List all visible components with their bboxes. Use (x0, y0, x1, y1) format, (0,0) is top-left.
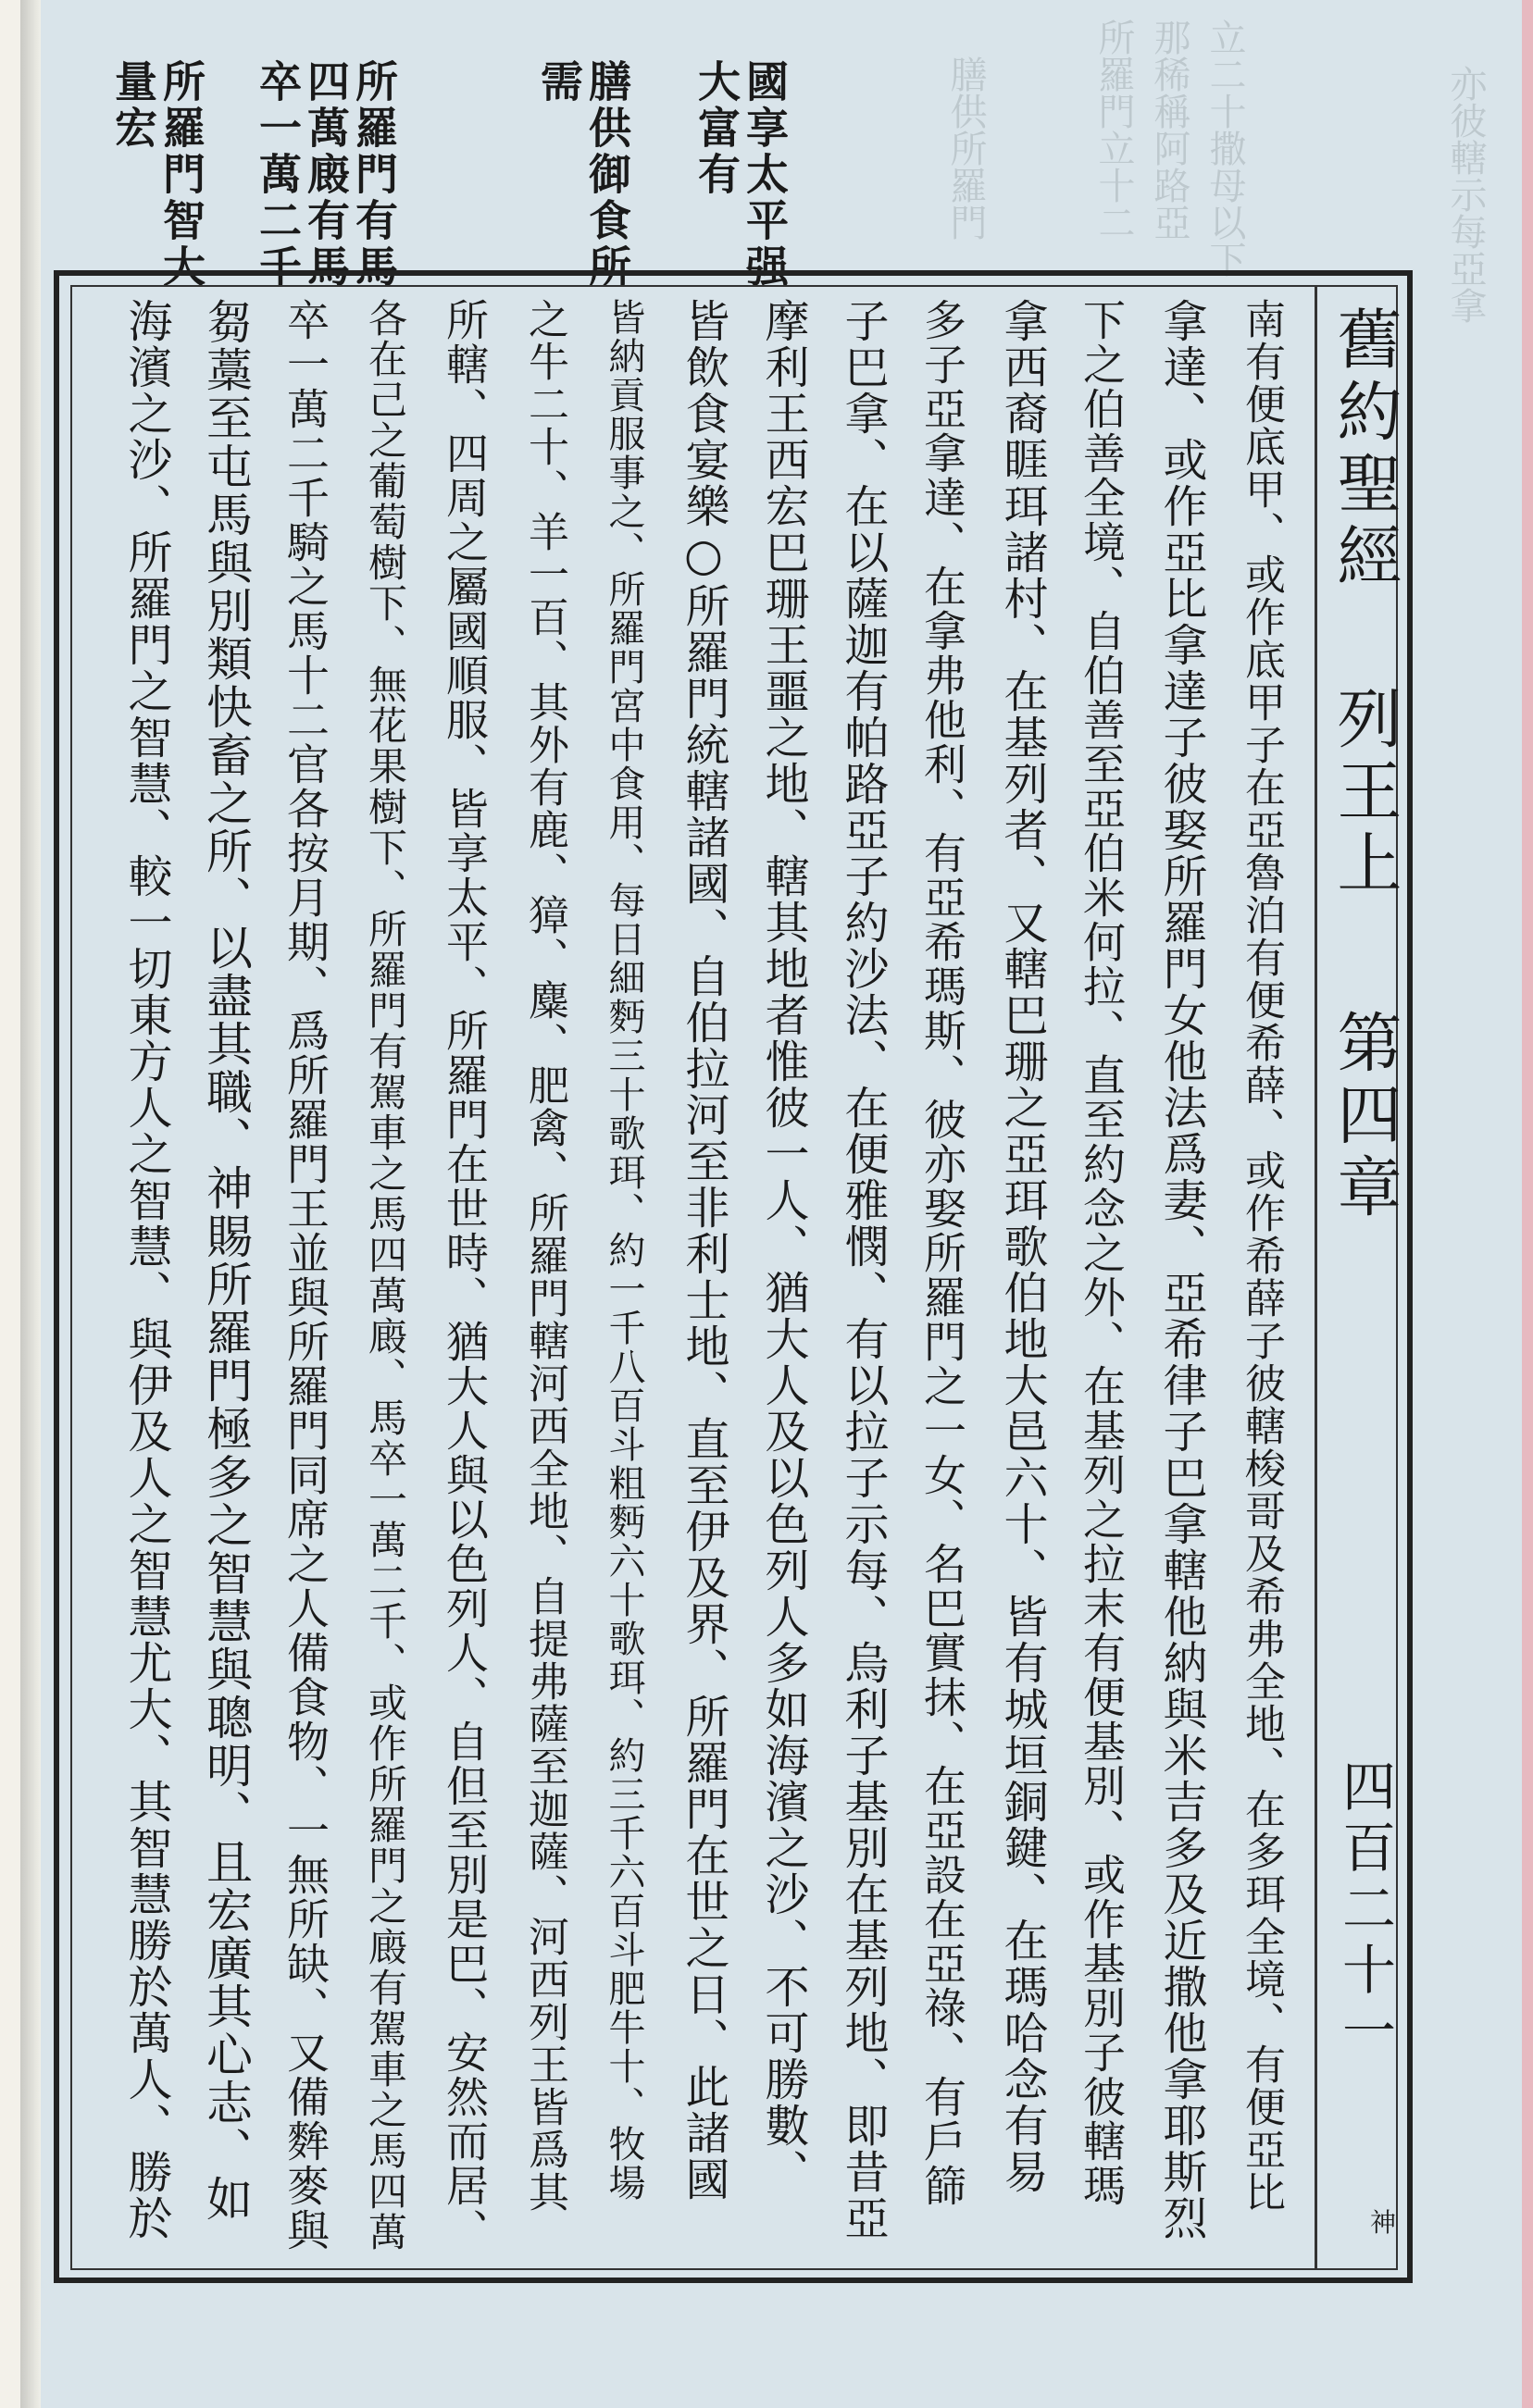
bleed-col-1: 亦彼轄示每亞拿 (1444, 65, 1487, 324)
margin-note-wisdom-1: 所羅門智大 (156, 59, 206, 291)
text-column-11: 所轄、四周之屬國順服、皆享太平、所羅門在世時、猶大人與以色列人、自但至別是巴、安然而居、 (440, 298, 490, 2253)
book-gutter (20, 0, 41, 2408)
margin-note-food-2: 需 (534, 59, 584, 106)
margin-note-horses-3: 卒一萬二千 (253, 59, 303, 291)
bleed-col-5: 膳供所羅門 (944, 56, 987, 241)
text-column-14: 芻藁至屯馬與別類快畜之所、以盡其職、神賜所羅門極多之智慧與聰明、且宏廣其心志、如 (199, 298, 253, 2223)
page-number: 四百二十一 (1333, 1758, 1396, 2064)
footer-mark: 神 (1370, 2207, 1397, 2238)
margin-note-peace-2: 大富有 (692, 59, 742, 198)
text-column-2: 拿達、或作亞比拿達子彼娶所羅門女他法爲妻、亞希律子巴拿轄他納與米吉多及近撒他拿耶斯烈 (1155, 298, 1207, 2241)
text-column-1: 南有便底甲、或作底甲子在亞魯泊有便希薛、或作希薛子彼轄梭哥及希弗全地、在多珥全境、有便亞比 (1238, 298, 1285, 2214)
text-column-10: 之牛二十、羊一百、其外有鹿、獐、麋、肥禽、所羅門轄河西全地、自提弗薩至迦薩、河西列王皆爲其 (521, 298, 568, 2214)
bleed-col-3: 那稀稱阿路亞 (1148, 19, 1190, 241)
text-column-13: 卒一萬二千騎之馬十二官各按月期、爲所羅門王並與所羅門同席之人備食物、一無所缺、又備麰麥與 (280, 298, 330, 2253)
page-edge (1522, 0, 1533, 2408)
header-divider (1315, 285, 1317, 2270)
chapter-label: 第四章 (1327, 1009, 1402, 1225)
margin-note-horses-1: 所羅門有馬 (349, 59, 399, 291)
text-column-12: 各在己之葡萄樹下、無花果樹下、所羅門有駕車之馬四萬廄、馬卒一萬二千、或作所羅門之廄有駕車之馬四萬 (363, 298, 408, 2253)
text-column-3: 下之伯善全境、自伯善至亞伯米何拉、直至約念之外、在基列之拉末有便基別、或作基別子彼轄瑪 (1077, 298, 1127, 2208)
margin-note-peace-1: 國享太平强 (740, 59, 790, 291)
book-section: 列王上 (1327, 685, 1402, 901)
text-column-4: 拿西裔睚珥諸村、在基列者、又轄巴珊之亞珥歌伯地大邑六十、皆有城垣銅鍵、在瑪哈念有易 (996, 298, 1048, 2195)
text-column-5: 多子亞拿達、在拿弗他利、有亞希瑪斯、彼亦娶所羅門之一女、名巴實抹、在亞設在亞祿、有戶篩 (917, 298, 967, 2208)
margin-note-food-1: 膳供御食所 (582, 59, 632, 291)
text-column-15: 海濱之沙、所羅門之智慧、較一切東方人之智慧、與伊及人之智慧尤大、其智慧勝於萬人、勝於 (120, 298, 172, 2241)
text-column-8: 皆飲食宴樂○所羅門統轄諸國、自伯拉河至非利士地、直至伊及界、所羅門在世之日、此諸國 (678, 298, 729, 2203)
text-column-7: 摩利王西宏巴珊王噩之地、轄其地者惟彼一人、猶大人及以色列人多如海濱之沙、不可勝數、 (757, 298, 809, 2195)
bleed-col-2: 立二十撒母以下 (1203, 19, 1246, 278)
book-title: 舊約聖經 (1327, 305, 1402, 594)
margin-note-horses-2: 四萬廄有馬 (301, 59, 351, 291)
text-column-9: 皆納貢服事之、所羅門宮中食用、每日細麪三十歌珥、約一千八百斗粗麪六十歌珥、約三千六百斗肥牛十、牧場 (603, 298, 645, 2203)
text-column-6: 子巴拿、在以薩迦有帕路亞子約沙法、在便雅憫、有以拉子示每、烏利子基別在基列地、即昔亞 (837, 298, 889, 2241)
bleed-col-4: 所羅門立十二 (1092, 19, 1135, 241)
margin-note-wisdom-2: 量宏 (108, 59, 158, 152)
